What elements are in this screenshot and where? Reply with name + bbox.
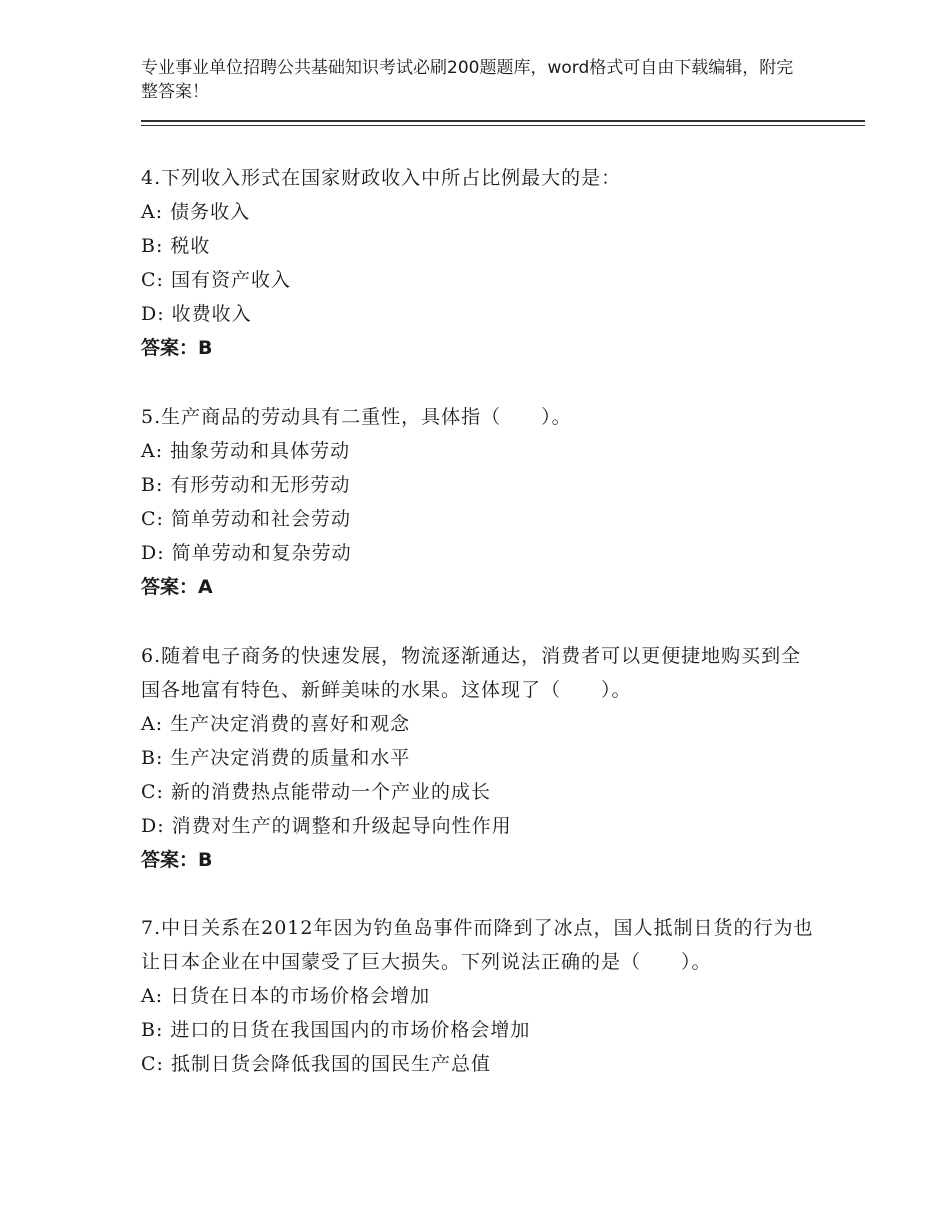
question-7 <box>141 911 821 1081</box>
option-a: A: 生产决定消费的喜好和观念 <box>141 713 411 735</box>
option-b: B: 生产决定消费的质量和水平 <box>141 747 411 769</box>
option-d: D: 收费收入 <box>141 303 252 325</box>
option-b: B: 进口的日货在我国国内的市场价格会增加 <box>141 1019 531 1041</box>
option-d: D: 简单劳动和复杂劳动 <box>141 542 352 564</box>
answer: 答案：B <box>141 849 213 871</box>
option-a: A: 抽象劳动和具体劳动 <box>141 440 351 462</box>
option-c: C: 抵制日货会降低我国的国民生产总值 <box>141 1053 491 1075</box>
answer: 答案：B <box>141 337 213 359</box>
question-stem: 7.中日关系在2012年因为钓鱼岛事件而降到了冰点，国人抵制日货的行为也让日本企业在中国蒙受了巨大损失。下列说法正确的是（ ）。 <box>141 917 814 973</box>
option-c: C: 国有资产收入 <box>141 269 291 291</box>
option-a: A: 日货在日本的市场价格会增加 <box>141 985 431 1007</box>
question-stem: 4.下列收入形式在国家财政收入中所占比例最大的是： <box>141 167 622 189</box>
option-d: D: 消费对生产的调整和升级起导向性作用 <box>141 815 512 837</box>
question-4 <box>141 161 821 365</box>
option-c: C: 简单劳动和社会劳动 <box>141 508 351 530</box>
option-b: B: 税收 <box>141 235 211 257</box>
option-b: B: 有形劳动和无形劳动 <box>141 474 351 496</box>
answer: 答案：A <box>141 576 213 598</box>
header-divider <box>141 120 865 126</box>
question-stem: 6.随着电子商务的快速发展，物流逐渐通达，消费者可以更便捷地购买到全国各地富有特色、新鲜美味的水果。这体现了（ ）。 <box>141 645 802 701</box>
question-5 <box>141 400 821 604</box>
question-stem: 5.生产商品的劳动具有二重性，具体指（ ）。 <box>141 406 572 428</box>
question-6 <box>141 639 821 877</box>
document-header: 专业事业单位招聘公共基础知识考试必刷200题题库，word格式可自由下载编辑，附完整答案！ <box>141 58 794 102</box>
option-a: A: 债务收入 <box>141 201 251 223</box>
option-c: C: 新的消费热点能带动一个产业的成长 <box>141 781 491 803</box>
